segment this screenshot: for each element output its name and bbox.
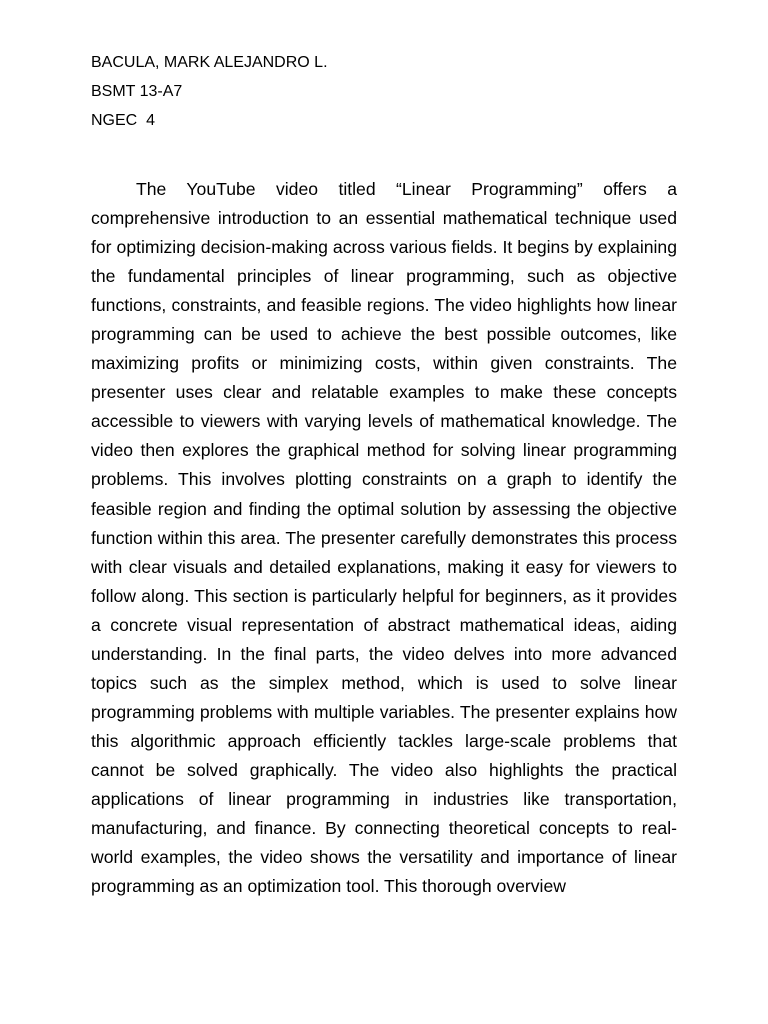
author-name: BACULA, MARK ALEJANDRO L.: [91, 54, 328, 71]
document-header: [91, 48, 328, 135]
body-paragraph: The YouTube video titled “Linear Programming” offers a comprehensive introduction to an essential mathematical technique used for optimizing decision-making across various fields. It begins by explaining the fundamental principles of linear programming, such as objective functions, constraints, and feasible regions. The video highlights how linear programming can be used to achieve the best possible outcomes, like maximizing profits or minimizing costs, within given constraints. The presenter uses clear and relatable examples to make these concepts accessible to viewers with varying levels of mathematical knowledge. The video then explores the graphical method for solving linear programming problems. This involves plotting constraints on a graph to identify the feasible region and finding the optimal solution by assessing the objective function within this area. The presenter carefully demonstrates this process with clear visuals and detailed explanations, making it easy for viewers to follow along. This section is particularly helpful for beginners, as it provides a concrete visual representation of abstract mathematical ideas, aiding understanding. In the final parts, the video delves into more advanced topics such as the simplex method, which is used to solve linear programming problems with multiple variables. The presenter explains how this algorithmic approach efficiently tackles large-scale problems that cannot be solved graphically. The video also highlights the practical applications of linear programming in industries like transportation, manufacturing, and finance. By connecting theoretical concepts to real-world examples, the video shows the versatility and importance of linear programming as an optimization tool. This thorough overview: [91, 179, 677, 897]
student-section: BSMT 13-A7: [91, 83, 183, 100]
course-code: NGEC 4: [91, 112, 156, 129]
